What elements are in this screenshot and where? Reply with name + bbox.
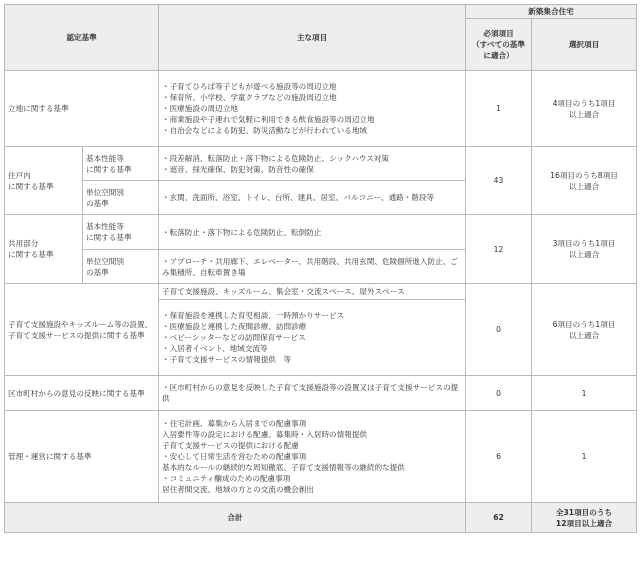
list-item: ・ 子育て支援サービスの情報提供 等 [162, 354, 462, 365]
list-item: ・ 安心して日常生活を営むための配慮事項 [162, 451, 462, 462]
selected-opinion: 1 [532, 376, 637, 411]
list-item: ・ 商業施設や子連れで気軽に利用できる飲食施設等の周辺立地 [162, 114, 462, 125]
required-support: 0 [466, 284, 532, 376]
list-item: ・ ベビーシッターなどの訪問保育サービス [162, 332, 462, 343]
list-item: ・ 区市町村からの意見を反映した子育て支援施設等の設置又は子育て支援サービスの提供 [162, 382, 462, 404]
items-dwelling-basic [159, 147, 466, 181]
list-item: ・ 遮音、採光確保、防犯対策、防音性の確保 [162, 164, 462, 175]
sub-common-basic: 基本性能等 に関する基準 [83, 215, 159, 250]
row-dwelling-basic [5, 147, 637, 181]
criteria-opinion: 区市町村からの意見の反映に関する基準 [5, 376, 159, 411]
sub-dwelling-unit: 単位空間別 の基準 [83, 181, 159, 215]
row-opinion [5, 376, 637, 411]
criteria-dwelling: 住戸内 に関する基準 [5, 147, 83, 215]
row-location [5, 71, 637, 147]
required-management: 6 [466, 411, 532, 503]
header-main-items: 主な項目 [159, 5, 466, 71]
list-item: ・ 入居者イベント、地域交流等 [162, 343, 462, 354]
certification-criteria-table [4, 4, 637, 533]
list-item: ・ 玄関、洗面所、浴室、トイレ、台所、建具、居室、バルコニー、通路・階段等 [162, 192, 462, 203]
row-common-basic [5, 215, 637, 250]
list-item: ・ 段差解消、転落防止・落下物による危険防止、シックハウス対策 [162, 153, 462, 164]
list-item: ・ 医療施設の周辺立地 [162, 103, 462, 114]
total-label: 合計 [5, 503, 466, 533]
list-item: ・ 転落防止・落下物による危険防止、転倒防止 [162, 227, 462, 238]
criteria-common: 共用部分 に関する基準 [5, 215, 83, 284]
list-item: ・ 医療施設と連携した夜間診療、訪問診療 [162, 321, 462, 332]
row-management [5, 411, 637, 503]
list-item: ・ 子育てひろば等子どもが遊べる施設等の周辺立地 [162, 81, 462, 92]
row-total [5, 503, 637, 533]
items-common-unit [159, 250, 466, 284]
list-item: 子育て支援サービスの提供における配慮 [162, 441, 299, 450]
selected-support: 6項目のうち1項目 以上適合 [532, 284, 637, 376]
list-item: ・ コミュニティ醸成のための配慮事項 [162, 473, 462, 484]
items-support-facilities: 子育て支援施設、キッズルーム、集会室・交流スペース、屋外スペース [159, 284, 466, 300]
selected-location: 4項目のうち1項目 以上適合 [532, 71, 637, 147]
items-support-services [159, 300, 466, 376]
sub-dwelling-basic: 基本性能等 に関する基準 [83, 147, 159, 181]
required-location: 1 [466, 71, 532, 147]
selected-dwelling: 16項目のうち8項目 以上適合 [532, 147, 637, 215]
items-dwelling-unit [159, 181, 466, 215]
list-item: ・ 自治会などによる防犯、防災活動などが行われている地域 [162, 125, 462, 136]
items-location [159, 71, 466, 147]
items-opinion [159, 376, 466, 411]
total-required: 62 [466, 503, 532, 533]
list-item: 基本的なルールの継続的な周知徹底、子育て支援情報等の継続的な提供 [162, 463, 405, 472]
sub-common-unit: 単位空間別 の基準 [83, 250, 159, 284]
selected-common: 3項目のうち1項目 以上適合 [532, 215, 637, 284]
header-criteria: 認定基準 [5, 5, 159, 71]
criteria-management: 管理・運営に関する基準 [5, 411, 159, 503]
list-item: ・ 保育施設を連携した育児相談、一時預かりサービス [162, 310, 462, 321]
required-common: 12 [466, 215, 532, 284]
list-item: 入居要件等の設定における配慮、募集時・入居時の情報提供 [162, 430, 368, 439]
items-management [159, 411, 466, 503]
list-item: ・ 住宅計画、募集から入居までの配慮事項 [162, 418, 462, 429]
list-item: 居住者間交流、地域の方との交流の機会創出 [162, 485, 314, 494]
criteria-location: 立地に関する基準 [5, 71, 159, 147]
items-common-basic [159, 215, 466, 250]
row-support-facilities [5, 284, 637, 300]
header-required: 必須項目 （すべての基準 に適合） [466, 19, 532, 71]
total-selected: 全31項目のうち 12項目以上適合 [532, 503, 637, 533]
list-item: ・ アプローチ・共用廊下、エレベーター、共用階段、共用玄関、危険個所進入防止、ごみ集積所、自転車置き場 [162, 256, 462, 278]
header-new-housing: 新築集合住宅 [466, 5, 637, 19]
header-selected: 選択項目 [532, 19, 637, 71]
list-item: ・ 保育所、小学校、学童クラブなどの施設周辺立地 [162, 92, 462, 103]
selected-management: 1 [532, 411, 637, 503]
criteria-support: 子育て支援施設やキッズルーム等の設置、子育て支援サービスの提供に関する基準 [5, 284, 159, 376]
required-opinion: 0 [466, 376, 532, 411]
required-dwelling: 43 [466, 147, 532, 215]
